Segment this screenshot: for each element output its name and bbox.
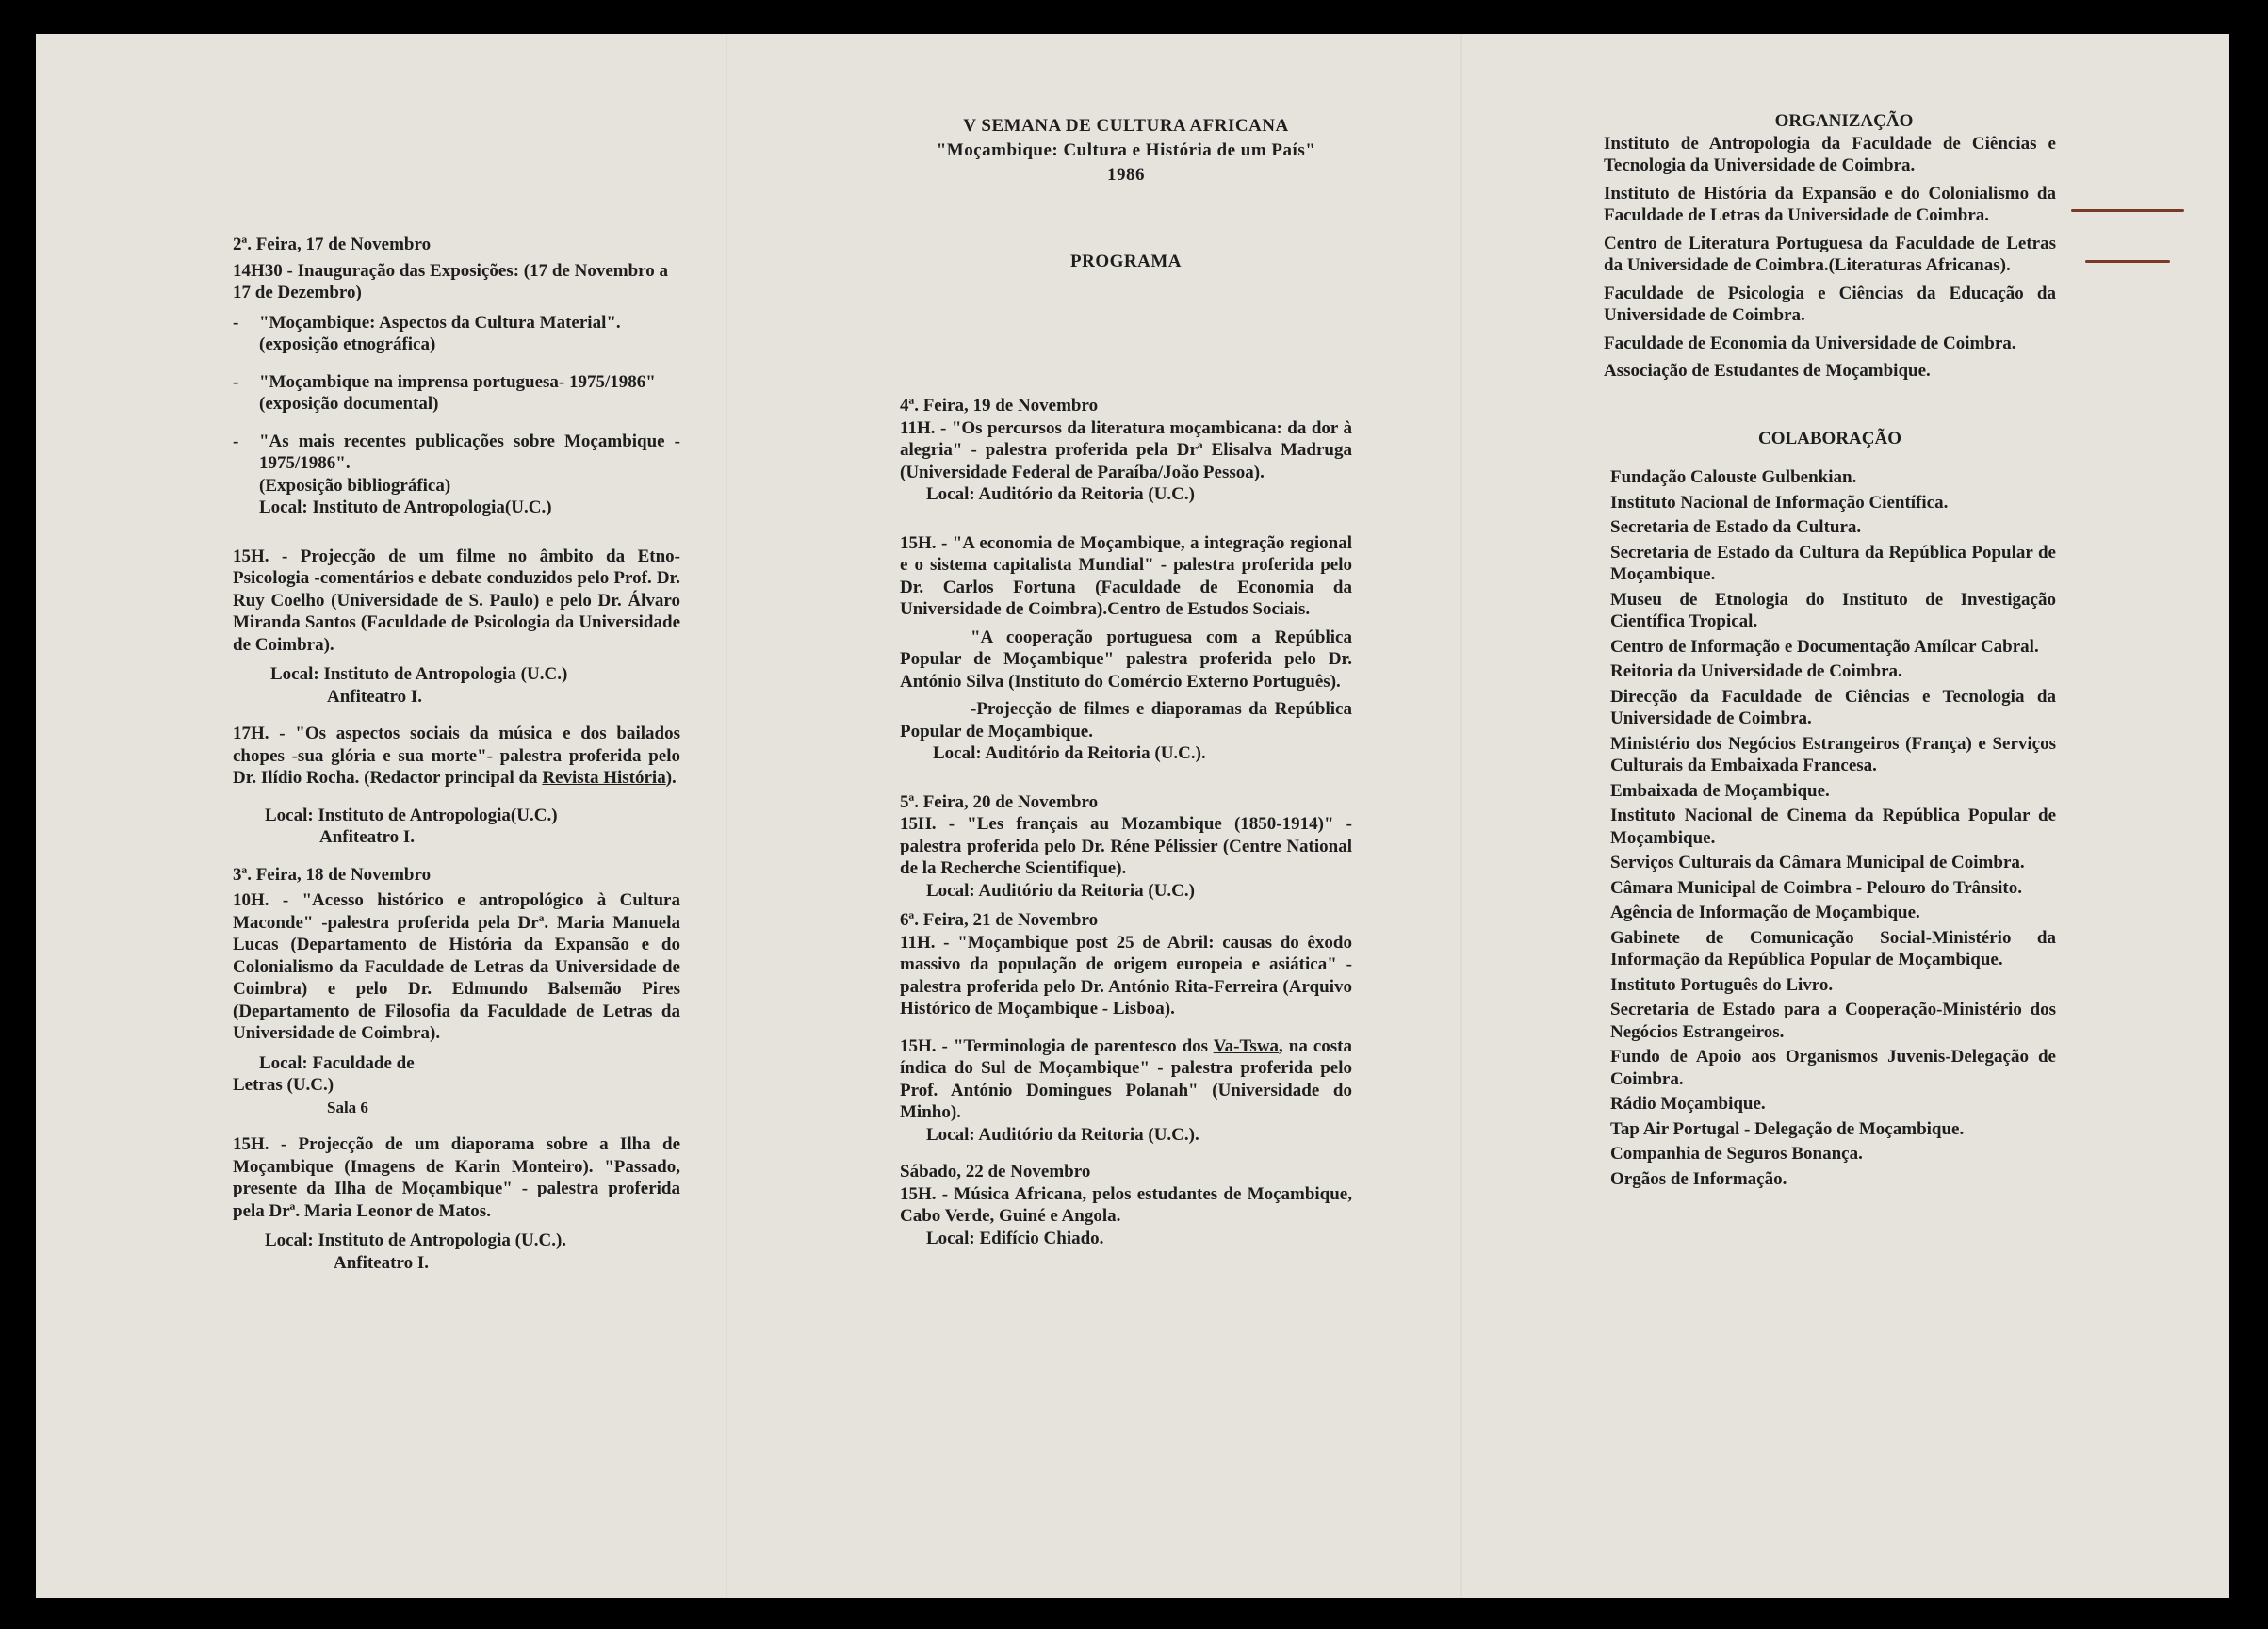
event-location: Local: Auditório da Reitoria (U.C.). <box>933 743 1206 763</box>
day-header-monday: 2ª. Feira, 17 de Novembro <box>233 235 432 254</box>
collaborator-item: Gabinete de Comunicação Social-Ministério da Informação da República Popular de Moçambique. <box>1610 927 2056 969</box>
event-room: Anfiteatro I. <box>327 686 422 707</box>
event-description: "A cooperação portuguesa com a República Popular de Moçambique" palestra proferida pelo Dr. António Silva (Instituto do Comércio Externo Português). <box>900 627 1352 692</box>
organization-item: Centro de Literatura Portuguesa da Faculdade de Letras da Universidade de Coimbra.(Literaturas Africanas). <box>1604 233 2056 275</box>
middle-panel <box>900 114 1352 1249</box>
collaborator-item: Agência de Informação de Moçambique. <box>1610 903 1920 922</box>
event-description: 11H. - "Moçambique post 25 de Abril: causas do êxodo massivo da população de origem europeia e asiática" - palestra proferida pelo Dr. António Rita-Ferreira (Arquivo Histórico de Moçambique - Lisboa). <box>900 932 1352 1018</box>
event-location: Local: Instituto de Antropologia (U.C.). <box>265 1230 567 1250</box>
event-description <box>233 723 680 790</box>
event-description: 15H. - Projecção de um filme no âmbito da Etno-Psicologia -comentários e debate conduzidos pelo Prof. Dr. Ruy Coelho (Universidade de S. Paulo) e pelo Dr. Álvaro Miranda Santos (Faculdade de Psicologia da Universidade de Coimbra). <box>233 546 680 655</box>
event-location: Local: Auditório da Reitoria (U.C.) <box>926 880 1195 901</box>
organization-item: Faculdade de Psicologia e Ciências da Educação da Universidade de Coimbra. <box>1604 283 2056 325</box>
event-description: 15H. - Música Africana, pelos estudantes de Moçambique, Cabo Verde, Guiné e Angola. <box>900 1183 1352 1226</box>
event-title: V SEMANA DE CULTURA AFRICANA <box>963 116 1289 136</box>
organization-item: Associação de Estudantes de Moçambique. <box>1604 361 1931 381</box>
inauguration-text: 14H30 - Inauguração das Exposições: (17 de Novembro a 17 de Dezembro) <box>233 260 668 302</box>
event-text: 15H. - "Terminologia de parentesco dos <box>900 1035 1209 1056</box>
left-panel <box>233 234 680 1274</box>
event-description <box>900 1035 1352 1124</box>
event-description: 11H. - "Os percursos da literatura moçambicana: da dor à alegria" - palestra proferida pela Drª Elisalva Madruga (Universidade Federal de Paraíba/João Pessoa). <box>900 417 1352 482</box>
collaborator-item: Serviços Culturais da Câmara Municipal de Coimbra. <box>1610 853 2025 872</box>
event-text-end: ). <box>665 768 677 788</box>
exhibition-title: "As mais recentes publicações sobre Moçambique - 1975/1986". <box>259 431 680 473</box>
collaborator-item: Fundação Calouste Gulbenkian. <box>1610 467 1857 487</box>
collaboration-list <box>1604 466 2056 1190</box>
exhibition-item: - "Moçambique: Aspectos da Cultura Material". <box>233 312 621 333</box>
day-header-friday: 6ª. Feira, 21 de Novembro <box>900 910 1099 930</box>
fold-line-left <box>726 34 727 1598</box>
event-description: -Projecção de filmes e diaporamas da República Popular de Moçambique. <box>900 699 1352 741</box>
day-header-thursday: 5ª. Feira, 20 de Novembro <box>900 791 1099 812</box>
collaborator-item: Orgãos de Informação. <box>1610 1168 1787 1189</box>
collaborator-item: Fundo de Apoio aos Organismos Juvenis-Delegação de Coimbra. <box>1610 1047 2056 1089</box>
collaborator-item: Secretaria de Estado para a Cooperação-Ministério dos Negócios Estrangeiros. <box>1610 1000 2056 1042</box>
event-description: 15H. - "A economia de Moçambique, a integração regional e o sistema capitalista Mundial" - palestra proferida pelo Dr. Carlos Fortuna (Faculdade de Economia da Universidade de Coimbra).Centro de Estudos Sociais. <box>900 532 1352 619</box>
event-location: Local: Instituto de Antropologia(U.C.) <box>259 497 552 517</box>
organization-heading: ORGANIZAÇÃO <box>1774 111 1914 131</box>
event-year: 1986 <box>1107 165 1145 185</box>
event-description: 15H. - "Les français au Mozambique (1850-1914)" - palestra proferida pelo Dr. Réne Pélissier (Centre National de la Recherche Scientifique). <box>900 814 1352 878</box>
day-header-saturday: Sábado, 22 de Novembro <box>900 1162 1091 1181</box>
day-header-tuesday: 3ª. Feira, 18 de Novembro <box>233 864 432 885</box>
fold-line-right <box>1460 34 1462 1598</box>
event-location: Local: Auditório da Reitoria (U.C.) <box>926 484 1195 504</box>
organization-item: Faculdade de Economia da Universidade de Coimbra. <box>1604 333 2016 353</box>
collaborator-item: Secretaria de Estado da Cultura. <box>1610 517 1862 537</box>
collaborator-item: Tap Air Portugal - Delegação de Moçambique. <box>1610 1118 1965 1139</box>
organization-item: Instituto de Antropologia da Faculdade de Ciências e Tecnologia da Universidade de Coimbra. <box>1604 133 2056 175</box>
event-location: Local: Instituto de Antropologia (U.C.) <box>270 664 568 684</box>
collaborator-item: Instituto Português do Livro. <box>1610 974 1834 995</box>
event-room: Anfiteatro I. <box>319 827 415 847</box>
event-location: Local: Faculdade de <box>259 1052 415 1073</box>
exhibition-title: "Moçambique: Aspectos da Cultura Material". <box>259 312 621 333</box>
event-location-cont: Letras (U.C.) <box>233 1075 334 1095</box>
day-header-wednesday: 4ª. Feira, 19 de Novembro <box>900 396 1099 415</box>
exhibition-note: (exposição documental) <box>259 394 439 414</box>
collaborator-item: Instituto Nacional de Informação Científica. <box>1610 492 1949 513</box>
ink-mark <box>2085 260 2170 263</box>
exhibition-note: (Exposição bibliográfica) <box>259 475 451 496</box>
magazine-title: Revista História <box>542 768 666 788</box>
ethnic-group-name: Va-Tswa <box>1213 1035 1280 1056</box>
collaborator-item: Embaixada de Moçambique. <box>1610 780 1830 801</box>
event-text-cont: , na costa índica do Sul de Moçambique" - palestra proferida pelo Prof. António Domingues Polanah" (Universidade do Minho). <box>900 1035 1352 1122</box>
event-text: 17H. - "Os aspectos sociais da música e dos bailados chopes -sua glória e sua morte"- palestra proferida pelo Dr. Ilídio Rocha. (Redactor principal da <box>233 724 680 788</box>
organization-item: Instituto de História da Expansão e do Colonialismo da Faculdade de Letras da Universidade de Coimbra. <box>1604 183 2056 225</box>
right-panel <box>1604 110 2056 1193</box>
programme-heading: PROGRAMA <box>1070 252 1182 271</box>
collaborator-item: Rádio Moçambique. <box>1610 1094 1766 1114</box>
collaborator-item: Museu de Etnologia do Instituto de Investigação Científica Tropical. <box>1610 589 2056 631</box>
event-room: Sala 6 <box>327 1098 368 1116</box>
collaborator-item: Câmara Municipal de Coimbra - Pelouro do Trânsito. <box>1610 877 2022 898</box>
exhibition-title: "Moçambique na imprensa portuguesa- 1975/1986" <box>259 371 656 392</box>
exhibition-item: - "As mais recentes publicações sobre Moçambique - 1975/1986". <box>233 431 680 473</box>
collaborator-item: Centro de Informação e Documentação Amílcar Cabral. <box>1610 636 2039 657</box>
collaborator-item: Ministério dos Negócios Estrangeiros (França) e Serviços Culturais da Embaixada Francesa. <box>1610 733 2056 775</box>
event-room: Anfiteatro I. <box>334 1252 429 1273</box>
collaborator-item: Companhia de Seguros Bonança. <box>1610 1144 1863 1164</box>
event-location: Local: Auditório da Reitoria (U.C.). <box>926 1124 1199 1145</box>
collaborator-item: Secretaria de Estado da Cultura da República Popular de Moçambique. <box>1610 542 2056 584</box>
exhibition-note: (exposição etnográfica) <box>259 334 436 354</box>
event-subtitle: "Moçambique: Cultura e História de um País" <box>936 140 1316 160</box>
collaborator-item: Reitoria da Universidade de Coimbra. <box>1610 661 1902 681</box>
collaborator-item: Instituto Nacional de Cinema da República Popular de Moçambique. <box>1610 806 2056 848</box>
event-description: 10H. - "Acesso histórico e antropológico à Cultura Maconde" -palestra proferida pela Drª. Maria Manuela Lucas (Departamento de História da Expansão e do Colonialismo da Faculdade de Letras da Universidade de Coimbra) e pelo Dr. Edmundo Balsemão Pires (Departamento de Filosofia da Faculdade de Letras da Universidade de Coimbra). <box>233 890 680 1043</box>
collaborator-item: Direcção da Faculdade de Ciências e Tecnologia da Universidade de Coimbra. <box>1610 686 2056 728</box>
collaboration-heading: COLABORAÇÃO <box>1757 428 1901 448</box>
event-description: 15H. - Projecção de um diaporama sobre a Ilha de Moçambique (Imagens de Karin Monteiro). "Passado, presente da Ilha de Moçambique" - palestra proferida pela Drª. Maria Leonor de Matos. <box>233 1134 680 1221</box>
event-location: Local: Instituto de Antropologia(U.C.) <box>265 805 558 825</box>
event-location: Local: Edifício Chiado. <box>926 1228 1104 1248</box>
organization-list <box>1604 133 2056 383</box>
exhibition-item: - "Moçambique na imprensa portuguesa- 1975/1986" <box>233 371 656 392</box>
ink-mark <box>2071 209 2184 212</box>
